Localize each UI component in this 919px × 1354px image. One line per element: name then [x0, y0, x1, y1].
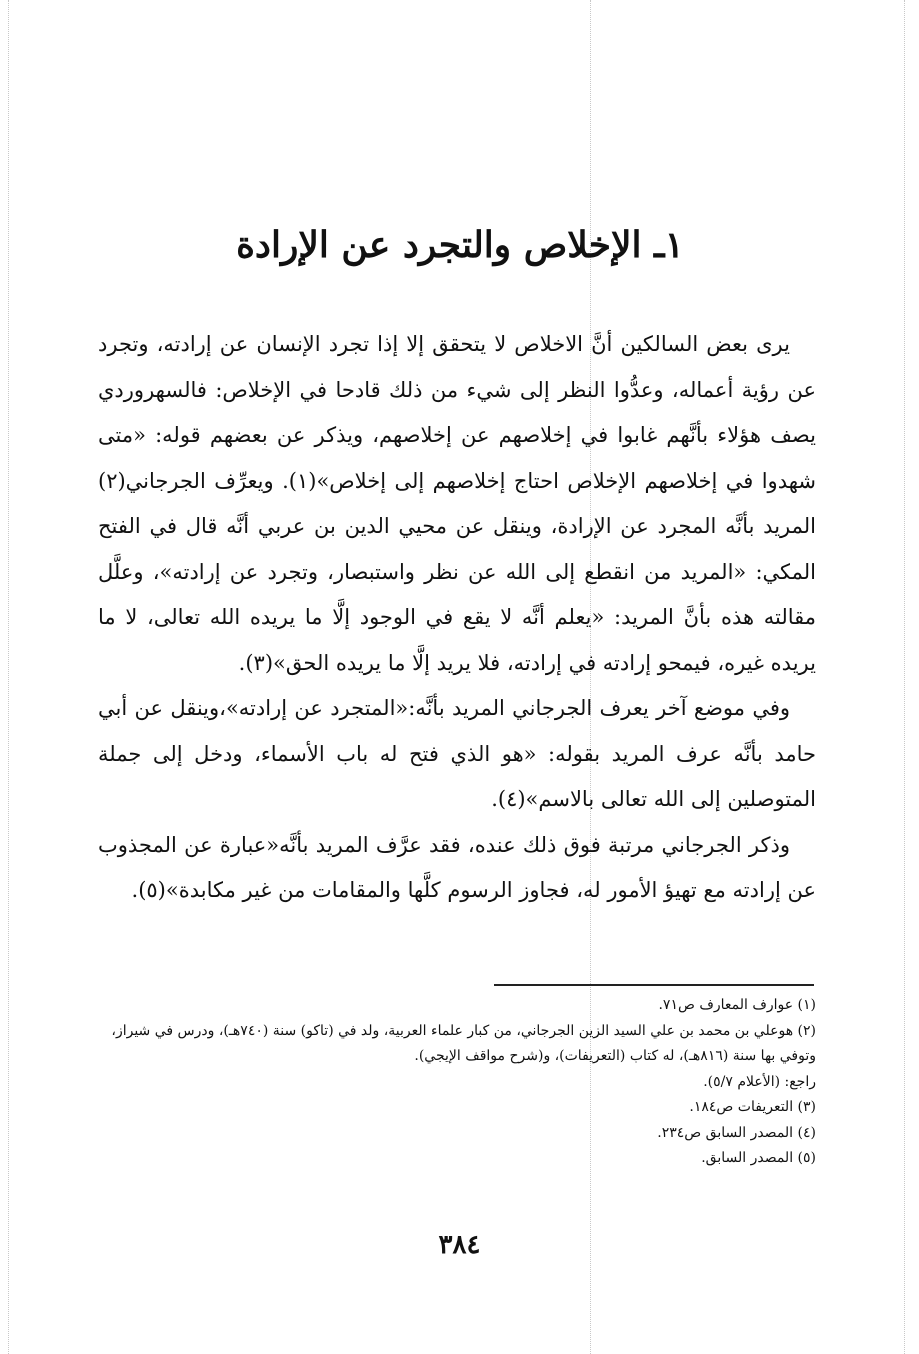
paragraph: يرى بعض السالكين أنَّ الاخلاص لا يتحقق إلا إذا تجرد الإنسان عن إرادته، وتجرد عن رؤية أعماله، وعدُّوا النظر إلى شيء من ذلك قادحا في الإخلاص: فالسهروردي يصف هؤلاء بأنَّهم غابوا في إخلاصهم عن إخلاصهم، ويذكر عن بعضهم قوله: «متى شهدوا في إخلاصهم الإخلاص احتاج إخلاصهم إلى إخلاص»(١). ويعرِّف الجرجاني(٢) المريد بأنَّه المجرد عن الإرادة، وينقل عن محيي الدين بن عربي أنَّه قال في الفتح المكي: «المريد من انقطع إلى الله عن نظر واستبصار، وتجرد عن إرادته»، وعلَّل مقالته هذه بأنَّ المريد: «يعلم أنَّه لا يقع في الوجود إلَّا ما يريده الله تعالى، لا ما يريده غيره، فيمحو إرادته في إرادته، فلا يريد إلَّا ما يريده الحق»(٣). — [98, 332, 816, 675]
paragraph: وذكر الجرجاني مرتبة فوق ذلك عنده، فقد عرَّف المريد بأنَّه«عبارة عن المجذوب عن إرادته مع تهيؤ الأمور له، فجاوز الرسوم كلَّها والمقامات من غير مكابدة»(٥). — [98, 832, 816, 902]
footnote-separator — [494, 984, 814, 986]
page-number: ٣٨٤ — [438, 1230, 481, 1260]
footnote: (٥) المصدر السابق. — [701, 1150, 816, 1166]
footnote: راجع: (الأعلام ٥/٧). — [703, 1073, 816, 1090]
footnote: (١) عوارف المعارف ص٧١. — [658, 997, 816, 1013]
footnote: (٤) المصدر السابق ص٢٣٤. — [657, 1124, 816, 1141]
scan-dotted-line — [904, 0, 905, 1354]
body-text — [98, 322, 816, 914]
scan-dotted-line — [8, 0, 9, 1354]
footnotes — [104, 993, 816, 1172]
paragraph: وفي موضع آخر يعرف الجرجاني المريد بأنَّه:«المتجرد عن إرادته»،وينقل عن أبي حامد بأنَّه عرف المريد بقوله: «هو الذي فتح له باب الأسماء، ودخل إلى جملة المتوصلين إلى الله تعالى بالاسم»(٤). — [98, 696, 816, 811]
footnote: (٢) هوعلي بن محمد بن علي السيد الزين الجرجاني، من كبار علماء العربية، ولد في (تاكو) سنة (٧٤٠هـ)، ودرس في شيراز، وتوفي بها سنة (٨١٦هـ)، له كتاب (التعريفات)، و(شرح مواقف الإيجي). — [111, 1022, 816, 1064]
chapter-title: ١ـ الإخلاص والتجرد عن الإرادة — [236, 224, 684, 266]
footnote: (٣) التعريفات ص١٨٤. — [689, 1099, 816, 1115]
